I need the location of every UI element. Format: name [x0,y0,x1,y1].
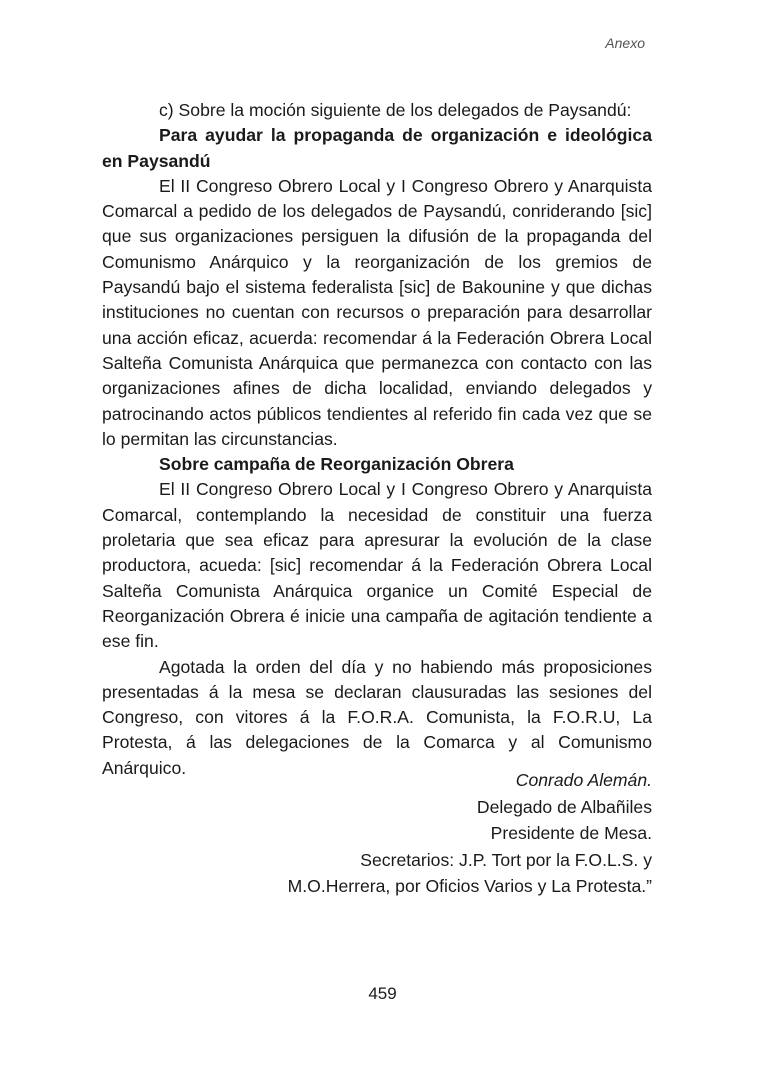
document-body [102,98,652,781]
paragraph-propaganda: El II Congreso Obrero Local y I Congreso Obrero y Anarquista Comarcal a pedido de los delegados de Paysandú, conriderando [sic] que sus organizaciones persiguen la difusión de la propaganda del Comunismo Anárquico y la reorganización de los gremios de Paysandú bajo el sistema federalista [sic] de Bakounine y que dichas instituciones no cuentan con recursos o preparación para desarrollar una acción eficaz, acuerda: recomendar á la Federación Obrera Local Salteña Comunista Anárquica que permanezca con contacto con las organizaciones afines de dicha localidad, enviando delegados y patrocinando actos públicos tendientes al referido fin cada vez que se lo permitan las circunstancias. [102,175,652,449]
signatory-title: Presidente de Mesa. [490,823,652,843]
secretaries-line-1: Secretarios: J.P. Tort por la F.O.L.S. y [360,849,652,870]
paragraph-closing: Agotada la orden del día y no habiendo más proposiciones presentadas á la mesa se declaran clausuradas las sesiones del Congreso, con vitores á la F.O.R.A. Comunista, la F.O.R.U, La Protesta, á las delegaciones de la Comarca y al Comunismo Anárquico. [102,656,652,778]
signatory-name: Conrado Alemán. [515,770,652,790]
page-number: 459 [368,984,397,1003]
section-heading-reorganizacion: Sobre campaña de Reorganización Obrera [159,454,514,475]
running-header: Anexo [605,35,645,51]
signatory-role: Delegado de Albañiles [476,796,652,817]
signature-block [288,767,652,900]
section-heading-propaganda: Para ayudar la propaganda de organización e ideológica en Paysandú [102,125,652,171]
paragraph-reorganizacion: El II Congreso Obrero Local y I Congreso Obrero y Anarquista Comarcal, contemplando la necesidad de constituir una fuerza proletaria que sea eficaz para apresurar la evolución de la clase productora, acueda: [sic] recomendar á la Federación Obrera Local Salteña Comunista Anárquica organice un Comité Especial de Reorganización Obrera é inicie una campaña de agitación tendiente a ese fin. [102,479,652,652]
secretaries-line-2: M.O.Herrera, por Oficios Varios y La Protesta.” [287,876,652,896]
paragraph-motion: c) Sobre la moción siguiente de los delegados de Paysandú: [159,100,632,120]
